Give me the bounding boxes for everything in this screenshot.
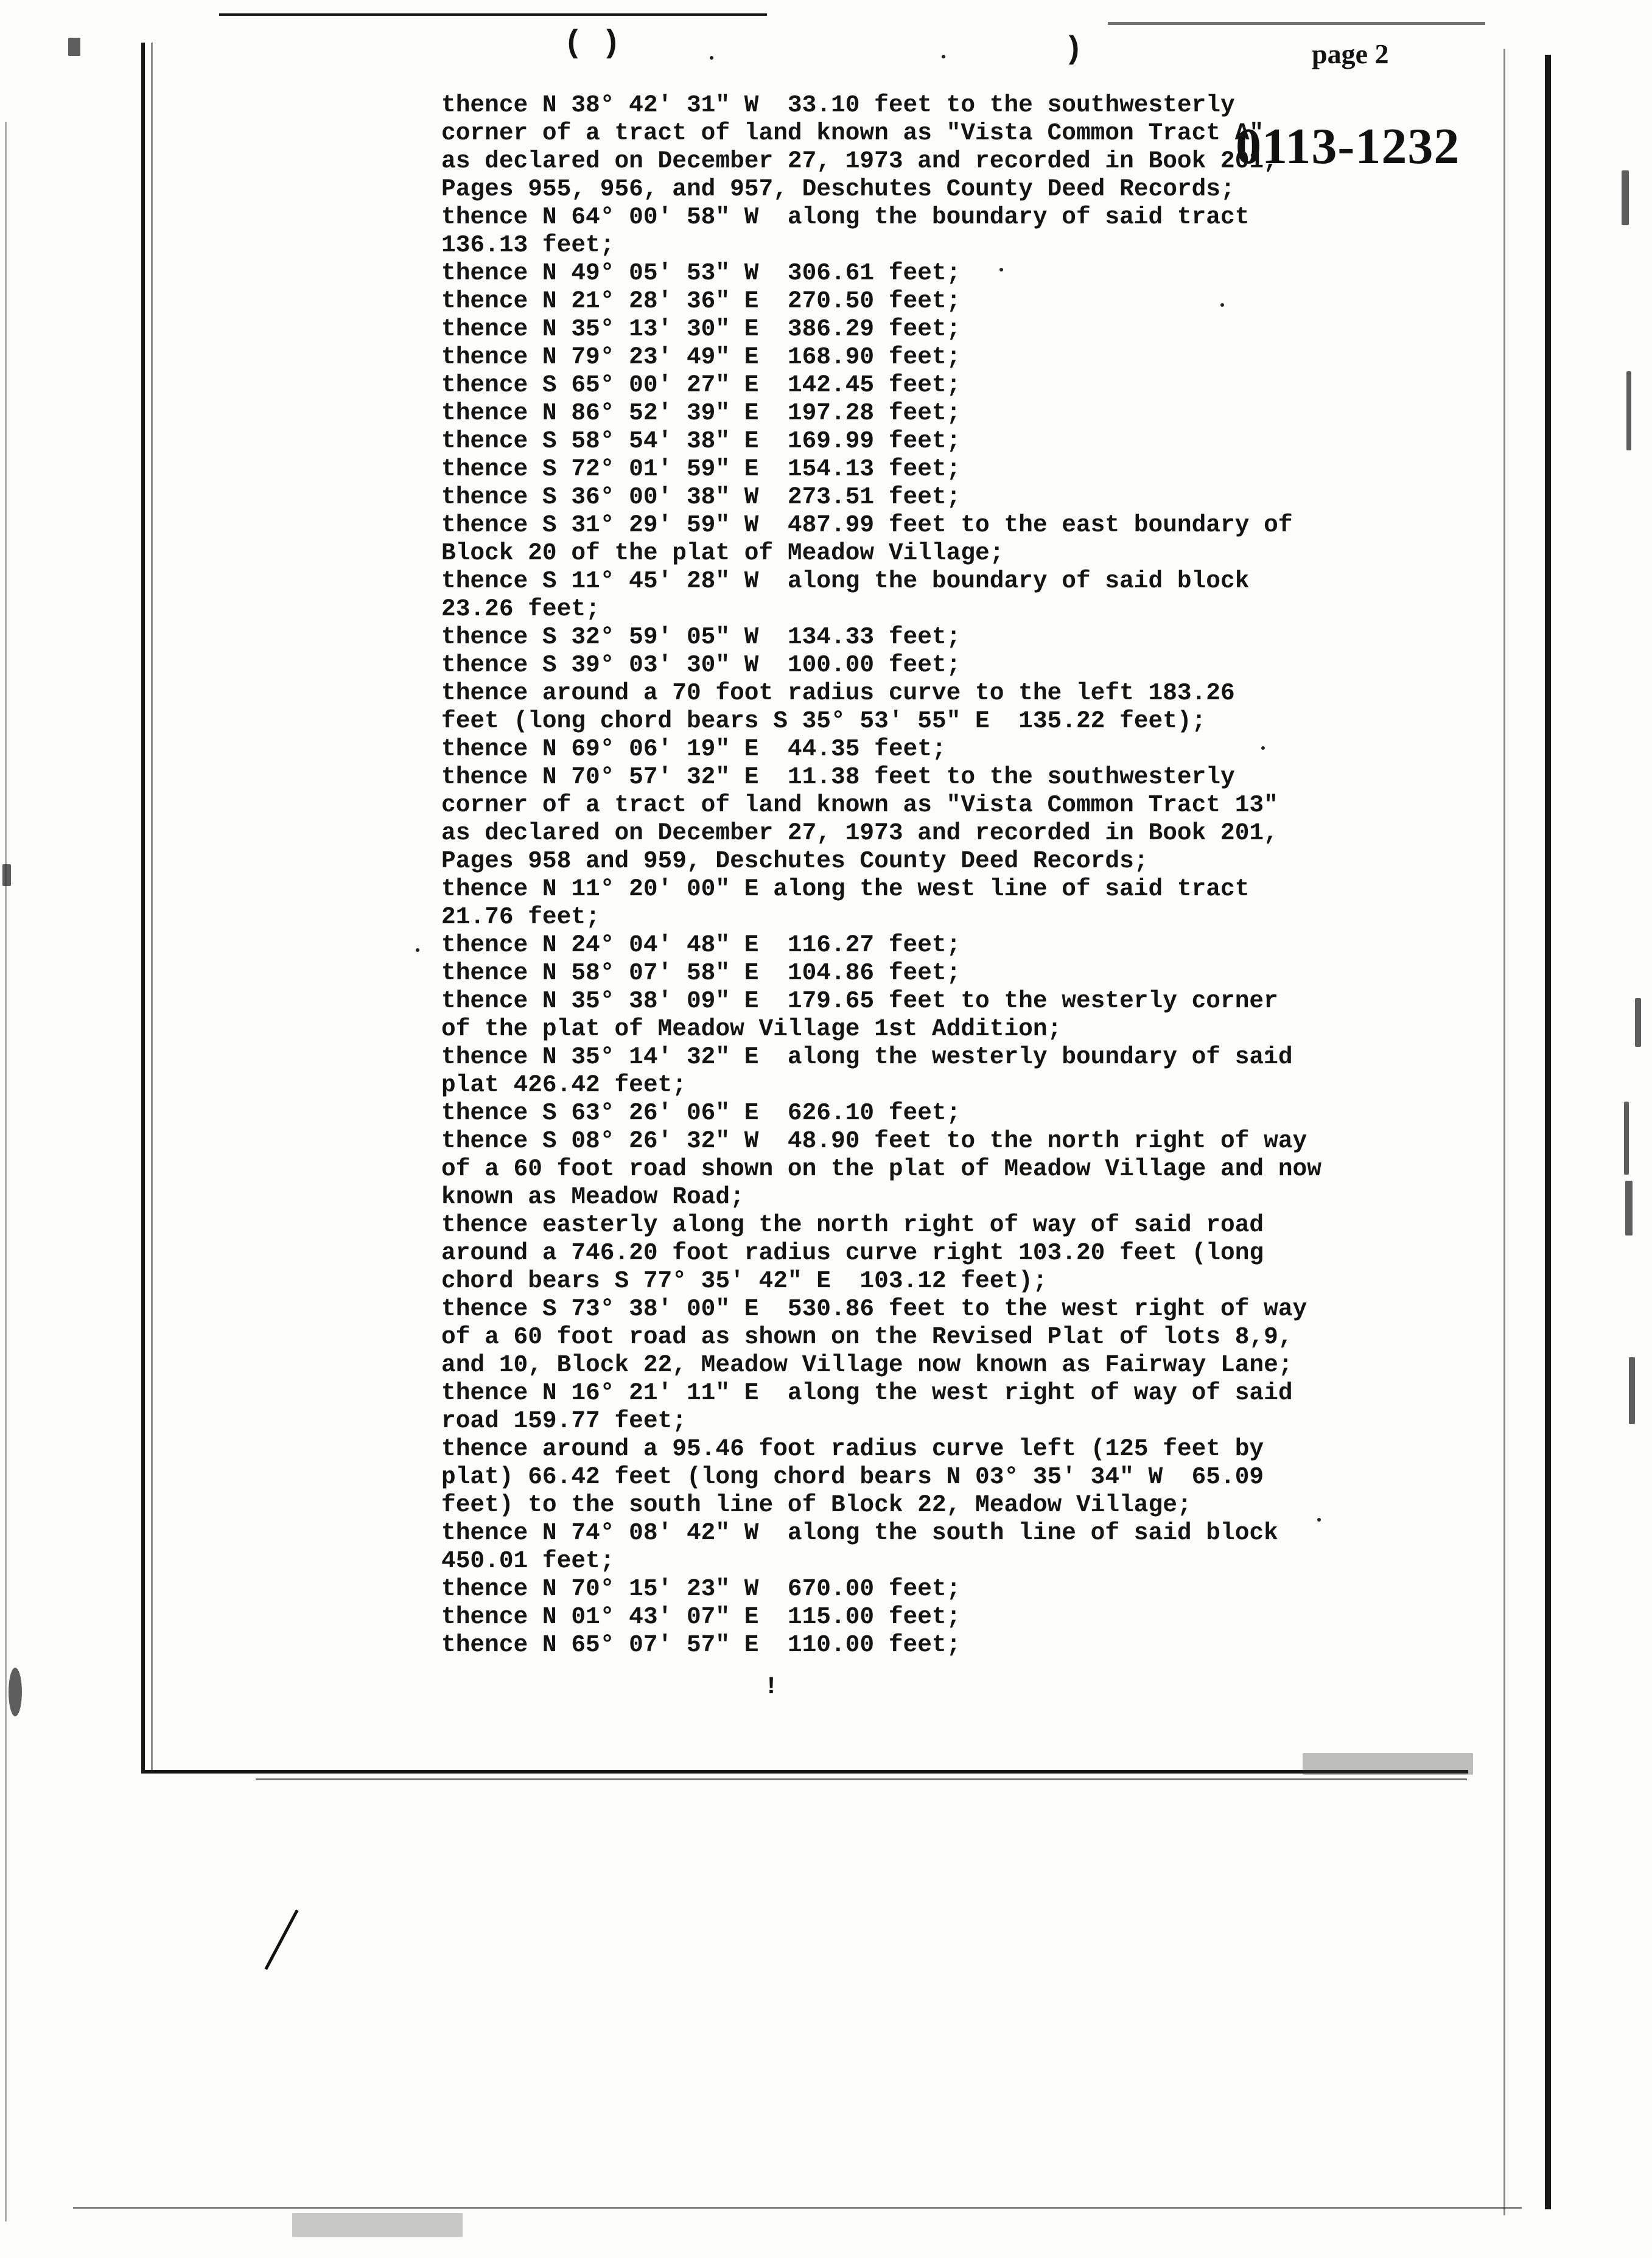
description-line: as declared on December 27, 1973 and recorded in Book 201, — [441, 819, 1278, 847]
description-line: thence N 49° 05' 53" W 306.61 feet; — [441, 259, 961, 287]
legal-description-body — [441, 91, 1330, 1659]
description-line: thence N 11° 20' 00" E along the west line of said tract — [441, 875, 1250, 903]
stray-dot — [710, 56, 713, 60]
description-line: corner of a tract of land known as "Vista Common Tract A" — [441, 119, 1264, 147]
top-right-scan-line — [1108, 22, 1485, 25]
description-line: corner of a tract of land known as "Vista Common Tract 13" — [441, 791, 1278, 819]
description-line: 23.26 feet; — [441, 595, 600, 623]
description-line: 450.01 feet; — [441, 1547, 615, 1575]
description-line: thence S 65° 00' 27" E 142.45 feet; — [441, 371, 961, 399]
right-edge-mark — [1625, 1181, 1633, 1236]
left-outer-line — [5, 122, 7, 2221]
right-edge-mark — [1626, 371, 1631, 450]
right-edge-mark — [1624, 1102, 1629, 1175]
description-line: thence S 36° 00' 38" W 273.51 feet; — [441, 483, 961, 511]
description-line: thence S 63° 26' 06" E 626.10 feet; — [441, 1099, 961, 1127]
bottom-right-scan-noise — [1303, 1753, 1473, 1775]
description-line: thence N 21° 28' 36" E 270.50 feet; — [441, 287, 961, 315]
description-line: as declared on December 27, 1973 and recorded in Book 201, — [441, 147, 1278, 175]
recording-number-stamp: 0113-1232 — [1236, 118, 1460, 175]
right-edge-mark — [1622, 170, 1629, 225]
description-line: thence S 39° 03' 30" W 100.00 feet; — [441, 651, 961, 679]
left-border-line-2 — [151, 43, 153, 1771]
description-line: thence S 11° 45' 28" W along the boundary of said block — [441, 567, 1250, 595]
footer-mark: ! — [764, 1674, 779, 1701]
page-bottom-edge-2 — [256, 1778, 1467, 1780]
corner-mark — [68, 38, 80, 56]
description-line: road 159.77 feet; — [441, 1407, 687, 1435]
description-line: 21.76 feet; — [441, 903, 600, 931]
description-line: thence S 73° 38' 00" E 530.86 feet to the west right of way — [441, 1295, 1307, 1323]
description-line: thence N 35° 14' 32" E along the westerly boundary of said — [441, 1043, 1293, 1071]
page-bottom-edge — [141, 1770, 1468, 1774]
description-line: thence N 35° 38' 09" E 179.65 feet to the westerly corner — [441, 987, 1278, 1015]
description-line: and 10, Block 22, Meadow Village now known as Fairway Lane; — [441, 1351, 1293, 1379]
description-line: thence S 72° 01' 59" E 154.13 feet; — [441, 455, 961, 483]
left-edge-mark — [2, 864, 11, 886]
description-line: feet (long chord bears S 35° 53' 55" E 135.22 feet); — [441, 707, 1206, 735]
header-parentheses: ( ) — [564, 26, 621, 61]
description-line: of a 60 foot road as shown on the Revised Plat of lots 8,9, — [441, 1323, 1293, 1351]
stray-dot — [416, 948, 419, 952]
description-line: thence S 32° 59' 05" W 134.33 feet; — [441, 623, 961, 651]
description-line: Pages 955, 956, and 957, Deschutes County Deed Records; — [441, 175, 1235, 203]
bottom-scan-noise — [292, 2213, 463, 2237]
description-line: thence N 64° 00' 58" W along the boundary of said tract — [441, 203, 1250, 231]
stray-dot — [942, 55, 945, 58]
description-line: thence N 70° 15' 23" W 670.00 feet; — [441, 1575, 961, 1603]
description-line: of the plat of Meadow Village 1st Addition; — [441, 1015, 1062, 1043]
description-line: around a 746.20 foot radius curve right 103.20 feet (long — [441, 1239, 1264, 1267]
description-line: thence N 24° 04' 48" E 116.27 feet; — [441, 931, 961, 959]
header-right-parenthesis: ) — [1064, 32, 1083, 68]
description-line: Pages 958 and 959, Deschutes County Deed Records; — [441, 847, 1149, 875]
description-line: thence N 86° 52' 39" E 197.28 feet; — [441, 399, 961, 427]
left-border-line — [141, 43, 145, 1771]
description-line: thence around a 95.46 foot radius curve left (125 feet by — [441, 1435, 1264, 1463]
description-line: known as Meadow Road; — [441, 1183, 744, 1211]
description-line: thence S 31° 29' 59" W 487.99 feet to the east boundary of — [441, 511, 1293, 539]
description-line: thence N 35° 13' 30" E 386.29 feet; — [441, 315, 961, 343]
bottom-scan-line — [73, 2207, 1522, 2209]
description-line: 136.13 feet; — [441, 231, 615, 259]
description-line: chord bears S 77° 35' 42" E 103.12 feet); — [441, 1267, 1048, 1295]
description-line: plat) 66.42 feet (long chord bears N 03° 35' 34" W 65.09 — [441, 1463, 1264, 1491]
right-border-line — [1545, 55, 1551, 2209]
description-line: thence S 58° 54' 38" E 169.99 feet; — [441, 427, 961, 455]
description-line: of a 60 foot road shown on the plat of Meadow Village and now — [441, 1155, 1321, 1183]
right-border-line-2 — [1503, 49, 1505, 2215]
right-edge-mark — [1635, 998, 1641, 1047]
description-line: thence around a 70 foot radius curve to the left 183.26 — [441, 679, 1235, 707]
description-line: thence easterly along the north right of way of said road — [441, 1211, 1264, 1239]
description-line: thence N 74° 08' 42" W along the south line of said block — [441, 1519, 1278, 1547]
page-number-label: page 2 — [1312, 38, 1389, 69]
description-line: thence N 70° 57' 32" E 11.38 feet to the southwesterly — [441, 763, 1235, 791]
description-line: thence N 65° 07' 57" E 110.00 feet; — [441, 1631, 961, 1659]
top-scan-line — [219, 13, 767, 16]
description-line: thence N 69° 06' 19" E 44.35 feet; — [441, 735, 947, 763]
left-edge-mark — [9, 1668, 22, 1716]
right-edge-mark — [1629, 1357, 1635, 1424]
description-line: thence N 58° 07' 58" E 104.86 feet; — [441, 959, 961, 987]
description-line: Block 20 of the plat of Meadow Village; — [441, 539, 1004, 567]
description-line: thence S 08° 26' 32" W 48.90 feet to the north right of way — [441, 1127, 1307, 1155]
description-line: thence N 38° 42' 31" W 33.10 feet to the southwesterly — [441, 91, 1235, 119]
description-line: plat 426.42 feet; — [441, 1071, 687, 1099]
pencil-slash-mark — [264, 1909, 298, 1970]
description-line: thence N 79° 23' 49" E 168.90 feet; — [441, 343, 961, 371]
description-line: feet) to the south line of Block 22, Meadow Village; — [441, 1491, 1192, 1519]
description-line: thence N 16° 21' 11" E along the west right of way of said — [441, 1379, 1293, 1407]
description-line: thence N 01° 43' 07" E 115.00 feet; — [441, 1603, 961, 1631]
